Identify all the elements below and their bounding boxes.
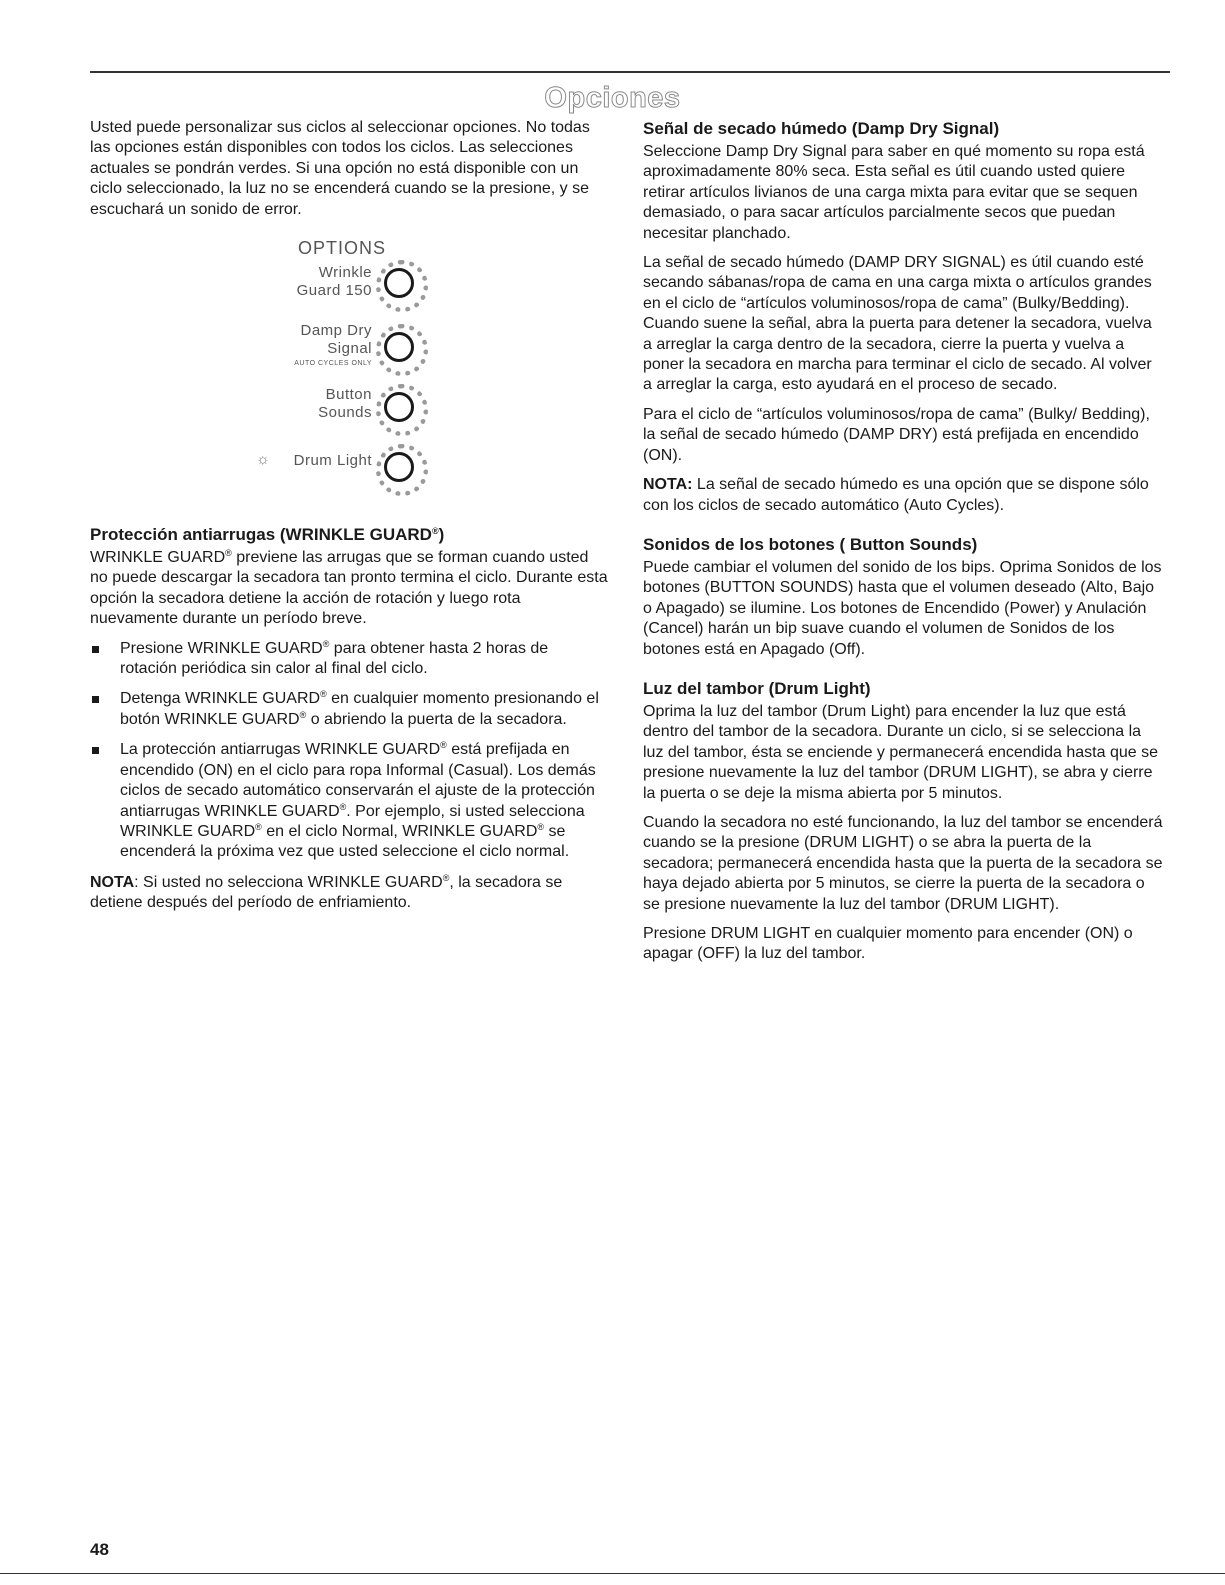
wrinkle-guard-note: NOTA: Si usted no selecciona WRINKLE GUARD®, la secadora se detiene después del período de enfriamiento.	[90, 872, 563, 912]
drum-light-label: Drum Light	[293, 452, 372, 470]
damp-dry-paragraph-2: La señal de secado húmedo (DAMP DRY SIGNAL) es útil cuando esté secando sábanas/ropa de cama en una carga mixta o artículos grandes en el ciclo de “artículos voluminosos/ropa de cama” (Bulky/Bedding). Cuando suene la señal, abra la puerta para detener la secadora, vuelva a arreglar la carga dentro de la secadora, cierre la puerta y vuelva a poner la secadora en marcha para terminar el ciclo de secado. Al volver a arreglar la carga, esto ayudará en el proceso de secado.	[643, 254, 1152, 394]
top-rule	[90, 71, 1170, 73]
auto-cycles-note: AUTO CYCLES ONLY	[294, 360, 372, 368]
bottom-rule	[0, 1573, 1225, 1574]
wrinkle-guard-intro: WRINKLE GUARD® previene las arrugas que se forman cuando usted no puede descargar la secadora tan pronto termina el ciclo. Durante esta opción la secadora detiene la acción de rotación y luego rota nuevamente durante un período breve.	[90, 548, 608, 628]
list-item: La protección antiarrugas WRINKLE GUARD® está prefijada en encendido (ON) en el ciclo para ropa Informal (Casual). Los demás ciclos de secado automático conservarán el ajuste de la protección antiarrugas WRINKLE GUARD®. Por ejemplo, si usted selecciona WRINKLE GUARD® en el ciclo Normal, WRINKLE GUARD® se encenderá la próxima vez que usted seleccione el ciclo normal.	[90, 740, 608, 862]
wrinkle-guard-button[interactable]	[376, 260, 428, 312]
right-column	[643, 118, 1163, 974]
list-item: Detenga WRINKLE GUARD® en cualquier momento presionando el botón WRINKLE GUARD® o abriendo la puerta de la secadora.	[90, 689, 608, 730]
list-item: Presione WRINKLE GUARD® para obtener hasta 2 horas de rotación periódica sin calor al final del ciclo.	[90, 639, 608, 680]
wrinkle-guard-heading: Protección antiarrugas (WRINKLE GUARD®)	[90, 525, 445, 545]
damp-dry-paragraph-1: Seleccione Damp Dry Signal para saber en qué momento su ropa está aproximadamente 80% seca. Esta señal es útil cuando usted quiere retirar artículos livianos de una carga mixta para evitar que se sequen demasiado, o para sacar artículos parcialmente secos que puedan necesitar planchado.	[643, 143, 1145, 242]
damp-dry-note: NOTA: La señal de secado húmedo es una opción que se dispone sólo con los ciclos de secado automático (Auto Cycles).	[643, 476, 1149, 514]
damp-dry-signal-button[interactable]	[376, 324, 428, 376]
panel-heading: OPTIONS	[298, 238, 387, 259]
damp-dry-signal-label: Damp Dry Signal	[300, 322, 372, 358]
drum-light-heading: Luz del tambor (Drum Light)	[643, 678, 871, 698]
wrinkle-guard-label: Wrinkle Guard 150	[296, 264, 372, 300]
drum-light-paragraph-2: Cuando la secadora no esté funcionando, la luz del tambor se encenderá cuando se la presione (DRUM LIGHT) o se abra la puerta de la secadora; permanecerá encendida hasta que la puerta de la secadora se haya dejado abierta por 5 minutos, se cierre la puerta de la secadora o se presione nuevamente la luz del tambor (DRUM LIGHT).	[643, 813, 1163, 913]
intro-paragraph: Usted puede personalizar sus ciclos al seleccionar opciones. No todas las opciones están disponibles con todos los ciclos. Las selecciones actuales se pondrán verdes. Si una opción no está disponible con un ciclo seleccionado, la luz no se encenderá cuando se la presione, y se escuchará un sonido de error.	[90, 119, 590, 218]
options-panel-illustration	[90, 236, 608, 514]
light-bulb-icon: ☼	[256, 451, 270, 469]
page-number: 48	[90, 1540, 109, 1559]
button-sounds-paragraph: Puede cambiar el volumen del sonido de los bips. Oprima Sonidos de los botones (BUTTON SOUNDS) hasta que el volumen deseado (Alto, Bajo o Apagado) se ilumine. Los botones de Encendido (Power) y Anulación (Cancel) harán un bip suave cuando el volumen de Sonidos de los botones está en Apagado (Off).	[643, 558, 1162, 658]
drum-light-paragraph-3: Presione DRUM LIGHT en cualquier momento para encender (ON) o apagar (OFF) la luz del tambor.	[643, 925, 1133, 963]
wrinkle-guard-bullets	[90, 639, 608, 863]
damp-dry-heading: Señal de secado húmedo (Damp Dry Signal)	[643, 119, 1000, 138]
page-title: Opciones	[544, 82, 681, 114]
drum-light-paragraph-1: Oprima la luz del tambor (Drum Light) para encender la luz que está dentro del tambor de la secadora. Durante un ciclo, si se selecciona la luz del tambor, ésta se enciende y permanecerá encendida hasta que se presione nuevamente la luz del tambor (DRUM LIGHT), se abra y cierre la puerta o se deje la misma abierta por 5 minutos.	[643, 702, 1158, 802]
button-sounds-label: Button Sounds	[318, 386, 372, 422]
damp-dry-paragraph-3: Para el ciclo de “artículos voluminosos/ropa de cama” (Bulky/ Bedding), la señal de secado húmedo (DAMP DRY) está prefijada en encendido (ON).	[643, 405, 1150, 464]
drum-light-button[interactable]	[376, 444, 428, 496]
button-sounds-button[interactable]	[376, 384, 428, 436]
left-column	[90, 118, 608, 923]
button-sounds-heading: Sonidos de los botones ( Button Sounds)	[643, 534, 978, 554]
